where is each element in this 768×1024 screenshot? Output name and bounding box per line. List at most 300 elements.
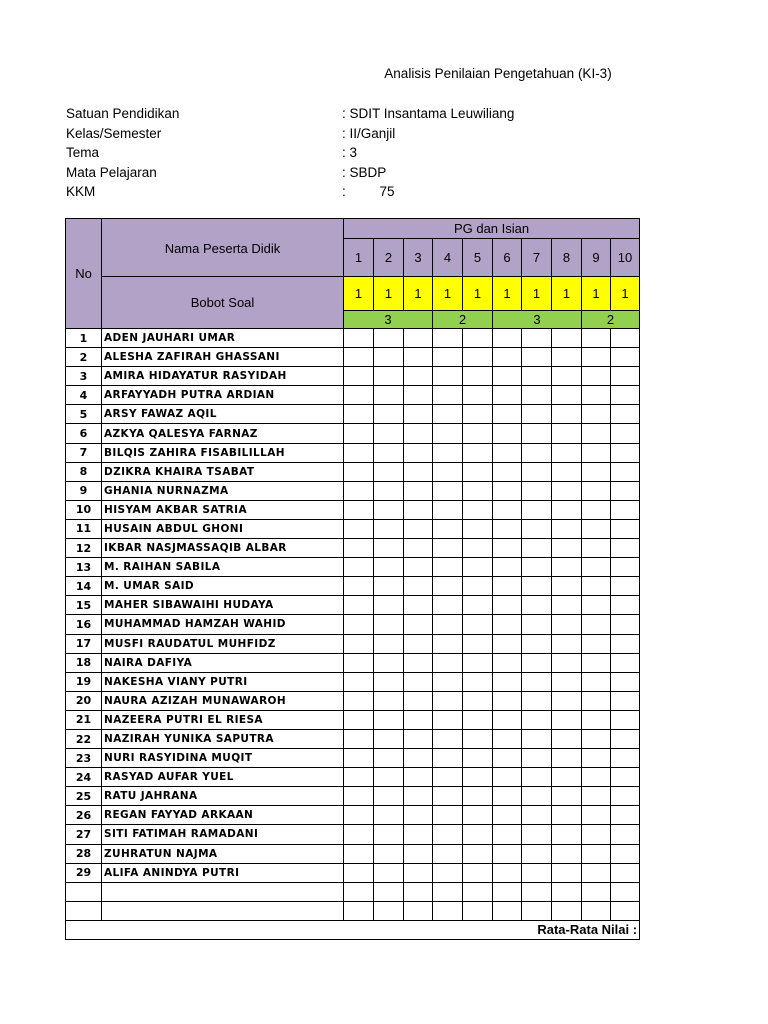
question-number: 2	[374, 239, 404, 277]
weight-value: 1	[404, 277, 433, 311]
score-cell	[374, 405, 404, 424]
score-cell	[493, 500, 522, 519]
student-name: AMIRA HIDAYATUR RASYIDAH	[102, 367, 344, 386]
row-number: 17	[66, 634, 102, 653]
score-cell	[493, 462, 522, 481]
score-cell	[611, 787, 640, 806]
score-cell	[522, 806, 552, 825]
score-cell	[522, 386, 552, 405]
score-cell	[493, 634, 522, 653]
score-cell	[404, 863, 433, 882]
score-cell	[522, 329, 552, 348]
weight-value: 1	[433, 277, 463, 311]
score-cell	[522, 481, 552, 500]
score-cell	[522, 863, 552, 882]
score-cell	[552, 710, 582, 729]
student-name: RATU JAHRANA	[102, 787, 344, 806]
score-cell	[582, 729, 611, 748]
score-cell	[463, 882, 493, 901]
row-number: 13	[66, 558, 102, 577]
score-cell	[522, 539, 552, 558]
score-cell	[552, 691, 582, 710]
score-cell	[611, 749, 640, 768]
score-cell	[522, 844, 552, 863]
score-cell	[374, 825, 404, 844]
question-number: 8	[552, 239, 582, 277]
score-cell	[404, 577, 433, 596]
weight-value: 1	[463, 277, 493, 311]
score-cell	[374, 424, 404, 443]
score-cell	[404, 424, 433, 443]
score-cell	[493, 882, 522, 901]
score-cell	[582, 386, 611, 405]
table-row	[66, 653, 640, 672]
score-cell	[463, 462, 493, 481]
score-cell	[344, 653, 374, 672]
weight-value: 1	[611, 277, 640, 311]
score-cell	[404, 519, 433, 538]
score-cell	[404, 615, 433, 634]
row-number: 28	[66, 844, 102, 863]
score-cell	[374, 443, 404, 462]
info-row	[66, 143, 586, 163]
score-cell	[493, 691, 522, 710]
score-cell	[582, 424, 611, 443]
weight-value: 1	[374, 277, 404, 311]
score-cell	[552, 424, 582, 443]
score-cell	[404, 749, 433, 768]
score-cell	[374, 329, 404, 348]
score-cell	[463, 806, 493, 825]
score-cell	[522, 825, 552, 844]
score-cell	[552, 787, 582, 806]
score-cell	[493, 729, 522, 748]
table-row	[66, 348, 640, 367]
row-number: 12	[66, 539, 102, 558]
student-name: ALIFA ANINDYA PUTRI	[102, 863, 344, 882]
score-cell	[433, 749, 463, 768]
score-cell	[493, 424, 522, 443]
score-cell	[493, 367, 522, 386]
score-cell	[522, 691, 552, 710]
score-cell	[374, 710, 404, 729]
score-cell	[433, 672, 463, 691]
score-cell	[493, 710, 522, 729]
score-cell	[611, 863, 640, 882]
info-label: Tema	[66, 145, 100, 160]
score-cell	[463, 329, 493, 348]
score-cell	[552, 882, 582, 901]
student-name: SITI FATIMAH RAMADANI	[102, 825, 344, 844]
table-row	[66, 710, 640, 729]
table-row	[66, 901, 640, 920]
table-row	[66, 424, 640, 443]
table-row	[66, 729, 640, 748]
row-number: 9	[66, 481, 102, 500]
score-cell	[493, 577, 522, 596]
score-cell	[552, 634, 582, 653]
score-cell	[611, 443, 640, 462]
score-cell	[404, 558, 433, 577]
group-label: 2	[433, 311, 493, 329]
score-cell	[344, 844, 374, 863]
score-cell	[552, 462, 582, 481]
row-number: 4	[66, 386, 102, 405]
score-cell	[552, 653, 582, 672]
score-cell	[374, 749, 404, 768]
score-cell	[374, 519, 404, 538]
name-header: Nama Peserta Didik	[102, 219, 344, 277]
student-name: DZIKRA KHAIRA TSABAT	[102, 462, 344, 481]
score-cell	[611, 882, 640, 901]
score-cell	[552, 481, 582, 500]
score-cell	[582, 901, 611, 920]
empty-cell	[66, 882, 102, 901]
score-cell	[522, 405, 552, 424]
table-row	[66, 615, 640, 634]
score-cell	[522, 558, 552, 577]
score-cell	[344, 348, 374, 367]
score-cell	[404, 500, 433, 519]
info-row	[66, 124, 586, 144]
table-row	[66, 367, 640, 386]
question-number: 1	[344, 239, 374, 277]
score-cell	[463, 634, 493, 653]
score-cell	[522, 672, 552, 691]
score-cell	[344, 462, 374, 481]
score-cell	[463, 596, 493, 615]
student-name: MAHER SIBAWAIHI HUDAYA	[102, 596, 344, 615]
score-cell	[404, 405, 433, 424]
score-cell	[552, 348, 582, 367]
score-cell	[552, 519, 582, 538]
score-cell	[344, 443, 374, 462]
score-cell	[552, 405, 582, 424]
score-cell	[374, 863, 404, 882]
score-cell	[493, 348, 522, 367]
group-label: 2	[582, 311, 640, 329]
score-cell	[463, 825, 493, 844]
score-cell	[344, 405, 374, 424]
student-name: AZKYA QALESYA FARNAZ	[102, 424, 344, 443]
section-header: PG dan Isian	[344, 219, 640, 239]
score-cell	[611, 615, 640, 634]
score-cell	[433, 691, 463, 710]
score-cell	[404, 768, 433, 787]
score-cell	[463, 443, 493, 462]
weight-value: 1	[493, 277, 522, 311]
score-cell	[582, 329, 611, 348]
score-cell	[611, 596, 640, 615]
score-cell	[433, 405, 463, 424]
score-cell	[463, 348, 493, 367]
table-row	[66, 219, 640, 239]
info-row	[66, 182, 586, 202]
score-cell	[582, 653, 611, 672]
score-cell	[611, 500, 640, 519]
table-row	[66, 920, 640, 939]
score-cell	[344, 825, 374, 844]
student-name: ALESHA ZAFIRAH GHASSANI	[102, 348, 344, 367]
score-cell	[611, 539, 640, 558]
student-name: RASYAD AUFAR YUEL	[102, 768, 344, 787]
student-name: NURI RASYIDINA MUQIT	[102, 749, 344, 768]
score-cell	[374, 768, 404, 787]
score-cell	[582, 672, 611, 691]
score-cell	[463, 615, 493, 634]
info-value: : 75	[342, 184, 395, 199]
score-cell	[344, 386, 374, 405]
table-row	[66, 277, 640, 294]
score-cell	[463, 787, 493, 806]
score-cell	[493, 653, 522, 672]
table-row	[66, 519, 640, 538]
score-cell	[493, 539, 522, 558]
score-cell	[522, 710, 552, 729]
student-name: ADEN JAUHARI UMAR	[102, 329, 344, 348]
score-cell	[552, 768, 582, 787]
score-cell	[344, 634, 374, 653]
score-cell	[404, 653, 433, 672]
student-name: ARFAYYADH PUTRA ARDIAN	[102, 386, 344, 405]
score-cell	[404, 481, 433, 500]
score-cell	[552, 863, 582, 882]
page-title: Analisis Penilaian Pengetahuan (KI-3)	[384, 66, 612, 81]
score-cell	[404, 787, 433, 806]
empty-cell	[66, 901, 102, 920]
score-cell	[611, 348, 640, 367]
score-cell	[433, 481, 463, 500]
score-cell	[433, 806, 463, 825]
score-cell	[493, 806, 522, 825]
student-name: NAIRA DAFIYA	[102, 653, 344, 672]
score-cell	[493, 844, 522, 863]
row-number: 19	[66, 672, 102, 691]
score-cell	[374, 386, 404, 405]
info-label: Mata Pelajaran	[66, 164, 157, 180]
score-cell	[611, 691, 640, 710]
student-name: ZUHRATUN NAJMA	[102, 844, 344, 863]
score-cell	[463, 367, 493, 386]
student-name: IKBAR NASJMASSAQIB ALBAR	[102, 539, 344, 558]
score-cell	[522, 367, 552, 386]
score-cell	[552, 500, 582, 519]
row-number: 8	[66, 462, 102, 481]
no-header: No	[66, 219, 102, 329]
score-cell	[611, 558, 640, 577]
table-row	[66, 768, 640, 787]
info-value: : II/Ganjil	[342, 125, 396, 141]
weight-header: Bobot Soal	[102, 277, 344, 329]
info-value: : SBDP	[342, 164, 387, 180]
score-cell	[463, 558, 493, 577]
score-cell	[344, 367, 374, 386]
student-name: HUSAIN ABDUL GHONI	[102, 519, 344, 538]
score-cell	[433, 596, 463, 615]
row-number: 16	[66, 615, 102, 634]
score-cell	[522, 882, 552, 901]
question-number: 7	[522, 239, 552, 277]
score-cell	[374, 844, 404, 863]
score-cell	[404, 729, 433, 748]
weight-value: 1	[582, 277, 611, 311]
score-cell	[493, 481, 522, 500]
score-cell	[522, 653, 552, 672]
score-cell	[463, 577, 493, 596]
question-number: 6	[493, 239, 522, 277]
empty-cell	[102, 901, 344, 920]
score-cell	[404, 348, 433, 367]
score-cell	[611, 768, 640, 787]
score-cell	[463, 653, 493, 672]
score-cell	[404, 672, 433, 691]
score-cell	[522, 901, 552, 920]
score-cell	[404, 596, 433, 615]
score-cell	[611, 329, 640, 348]
row-number: 21	[66, 710, 102, 729]
student-name: MUSFI RAUDATUL MUHFIDZ	[102, 634, 344, 653]
score-cell	[433, 825, 463, 844]
score-cell	[493, 443, 522, 462]
score-cell	[433, 768, 463, 787]
score-cell	[582, 577, 611, 596]
weight-value: 1	[552, 277, 582, 311]
score-cell	[522, 768, 552, 787]
score-cell	[374, 615, 404, 634]
score-cell	[611, 844, 640, 863]
score-cell	[552, 901, 582, 920]
table-row	[66, 405, 640, 424]
score-cell	[463, 844, 493, 863]
score-cell	[522, 729, 552, 748]
score-cell	[582, 710, 611, 729]
score-cell	[582, 825, 611, 844]
score-cell	[404, 386, 433, 405]
score-cell	[493, 329, 522, 348]
score-cell	[552, 844, 582, 863]
question-number: 5	[463, 239, 493, 277]
score-cell	[463, 500, 493, 519]
score-cell	[611, 806, 640, 825]
score-cell	[433, 729, 463, 748]
score-cell	[344, 691, 374, 710]
score-cell	[433, 844, 463, 863]
score-cell	[493, 672, 522, 691]
score-cell	[374, 806, 404, 825]
score-cell	[552, 729, 582, 748]
row-number: 27	[66, 825, 102, 844]
score-cell	[433, 329, 463, 348]
student-name: NAZEERA PUTRI EL RIESA	[102, 710, 344, 729]
score-cell	[433, 500, 463, 519]
score-cell	[433, 901, 463, 920]
score-cell	[404, 806, 433, 825]
table-row	[66, 500, 640, 519]
score-cell	[522, 577, 552, 596]
score-cell	[463, 519, 493, 538]
score-cell	[344, 882, 374, 901]
score-cell	[433, 539, 463, 558]
score-cell	[463, 405, 493, 424]
score-cell	[463, 672, 493, 691]
student-name: HISYAM AKBAR SATRIA	[102, 500, 344, 519]
score-cell	[344, 329, 374, 348]
empty-cell	[102, 882, 344, 901]
score-cell	[344, 577, 374, 596]
score-cell	[404, 691, 433, 710]
score-cell	[344, 596, 374, 615]
row-number: 10	[66, 500, 102, 519]
score-cell	[493, 519, 522, 538]
score-cell	[552, 367, 582, 386]
row-number: 14	[66, 577, 102, 596]
score-table	[65, 218, 640, 940]
score-cell	[582, 787, 611, 806]
table-row	[66, 787, 640, 806]
row-number: 25	[66, 787, 102, 806]
row-number: 7	[66, 443, 102, 462]
row-number: 29	[66, 863, 102, 882]
row-number: 6	[66, 424, 102, 443]
score-cell	[433, 424, 463, 443]
row-number: 24	[66, 768, 102, 787]
table-row	[66, 481, 640, 500]
group-label: 3	[344, 311, 433, 329]
score-cell	[552, 825, 582, 844]
score-cell	[463, 424, 493, 443]
score-cell	[611, 462, 640, 481]
score-cell	[344, 863, 374, 882]
score-cell	[433, 367, 463, 386]
score-cell	[522, 519, 552, 538]
score-cell	[463, 863, 493, 882]
info-row	[66, 104, 586, 124]
score-cell	[404, 462, 433, 481]
score-cell	[522, 596, 552, 615]
score-cell	[433, 348, 463, 367]
row-number: 1	[66, 329, 102, 348]
score-cell	[344, 806, 374, 825]
info-label: KKM	[66, 184, 96, 199]
score-cell	[374, 691, 404, 710]
score-cell	[433, 634, 463, 653]
score-cell	[433, 577, 463, 596]
score-cell	[611, 519, 640, 538]
score-cell	[522, 443, 552, 462]
score-cell	[552, 615, 582, 634]
score-cell	[433, 882, 463, 901]
score-cell	[611, 710, 640, 729]
student-name: M. UMAR SAID	[102, 577, 344, 596]
score-cell	[374, 596, 404, 615]
score-cell	[404, 634, 433, 653]
score-cell	[552, 386, 582, 405]
score-cell	[493, 901, 522, 920]
score-cell	[433, 443, 463, 462]
table-row	[66, 844, 640, 863]
score-cell	[463, 729, 493, 748]
score-cell	[493, 596, 522, 615]
score-cell	[344, 749, 374, 768]
score-cell	[552, 749, 582, 768]
score-cell	[582, 500, 611, 519]
table-row	[66, 329, 640, 348]
score-cell	[582, 443, 611, 462]
score-cell	[463, 481, 493, 500]
table-row	[66, 577, 640, 596]
score-cell	[582, 768, 611, 787]
score-cell	[582, 863, 611, 882]
